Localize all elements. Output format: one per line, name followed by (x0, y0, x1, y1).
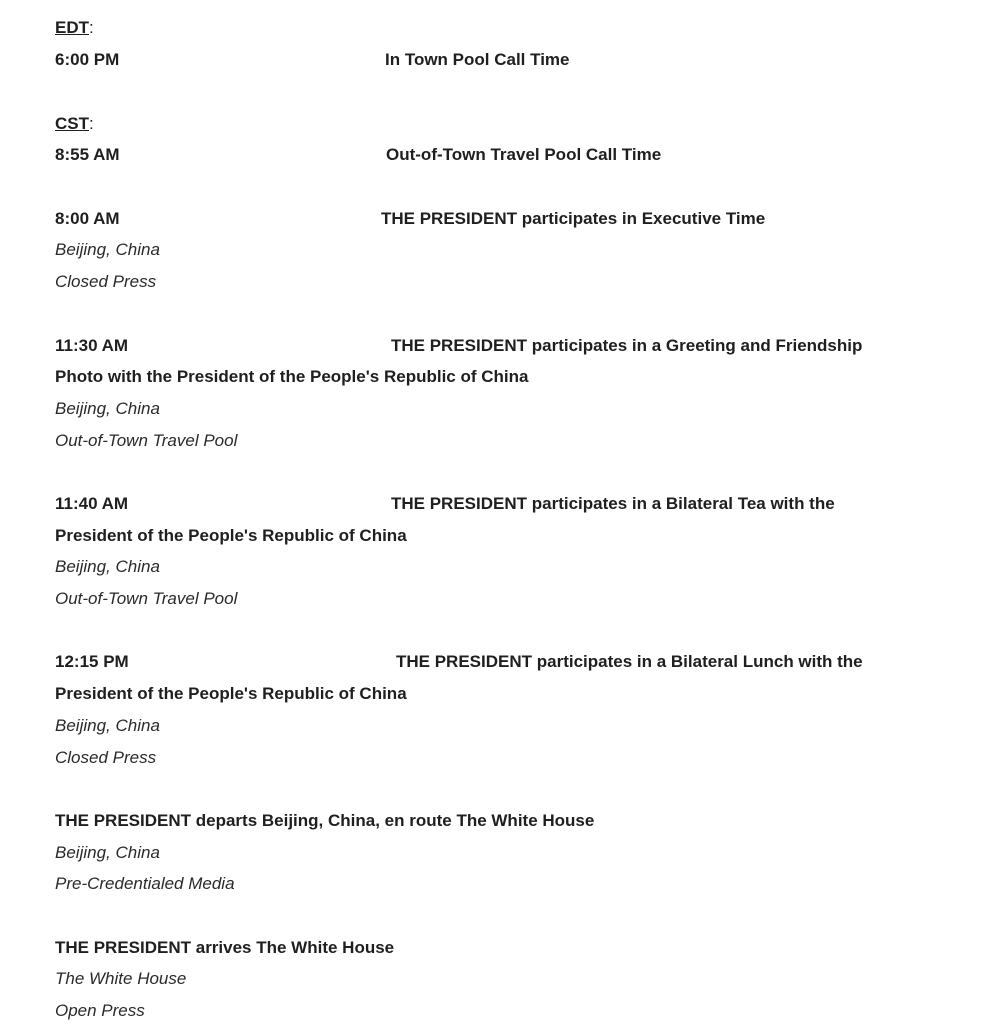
item-time: 11:30 AM (55, 336, 129, 355)
item-location: Beijing, China (55, 399, 160, 418)
item-coverage: Closed Press (55, 748, 157, 767)
cst-event: Out-of-Town Travel Pool Call Time (386, 145, 662, 164)
item-coverage: Out-of-Town Travel Pool (55, 589, 238, 608)
item-location: Beijing, China (55, 557, 160, 576)
item-event-continued: President of the People's Republic of China (55, 684, 407, 703)
edt-label: EDT (55, 18, 89, 37)
item-location: Beijing, China (55, 716, 160, 735)
item-coverage: Closed Press (55, 272, 157, 291)
edt-colon: : (89, 18, 94, 37)
item-event: THE PRESIDENT participates in a Bilateral Lunch with the (396, 652, 863, 671)
cst-heading (55, 114, 94, 134)
item-coverage: Out-of-Town Travel Pool (55, 431, 238, 450)
item-event: THE PRESIDENT participates in a Bilateral Tea with the (391, 494, 835, 513)
item-time: 12:15 PM (55, 652, 129, 671)
edt-heading (55, 18, 94, 38)
item-event-continued: Photo with the President of the People's Republic of China (55, 367, 529, 386)
item-time: 8:00 AM (55, 209, 120, 228)
item-event: THE PRESIDENT arrives The White House (55, 938, 395, 957)
item-location: The White House (55, 969, 187, 988)
cst-label: CST (55, 114, 89, 133)
item-location: Beijing, China (55, 240, 160, 259)
item-event: THE PRESIDENT departs Beijing, China, en route The White House (55, 811, 595, 830)
item-coverage: Open Press (55, 1001, 145, 1020)
edt-time: 6:00 PM (55, 50, 120, 69)
item-event: THE PRESIDENT participates in a Greeting and Friendship (391, 336, 863, 355)
item-location: Beijing, China (55, 843, 160, 862)
cst-time: 8:55 AM (55, 145, 120, 164)
item-time: 11:40 AM (55, 494, 129, 513)
cst-colon: : (89, 114, 94, 133)
item-event-continued: President of the People's Republic of China (55, 526, 407, 545)
item-coverage: Pre-Credentialed Media (55, 874, 235, 893)
edt-event: In Town Pool Call Time (385, 50, 570, 69)
item-event: THE PRESIDENT participates in Executive Time (381, 209, 766, 228)
